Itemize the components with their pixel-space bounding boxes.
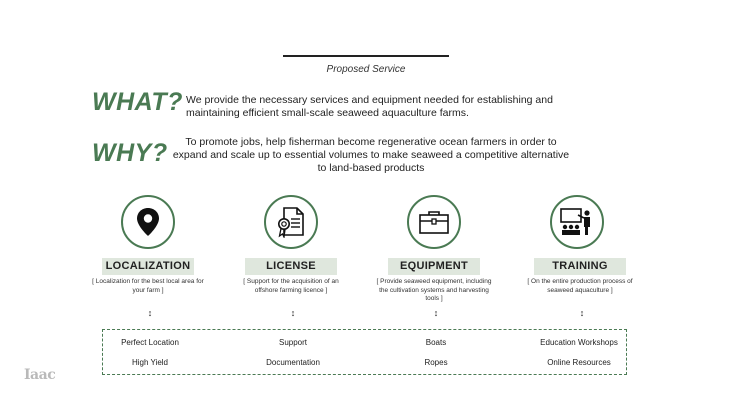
location-pin-icon — [135, 207, 161, 237]
training-title: TRAINING — [534, 258, 626, 275]
presentation-icon — [559, 207, 595, 237]
training-outcome-2: Online Resources — [547, 358, 611, 367]
localization-title: LOCALIZATION — [102, 258, 194, 275]
localization-outcome-1: Perfect Location — [121, 338, 179, 347]
iaac-logo: Iaac — [24, 367, 56, 383]
what-description: We provide the necessary services and equipment needed for establishing and maintaining efficient small-scale seaweed aquaculture farms. — [186, 94, 553, 119]
what-heading: WHAT? — [92, 88, 183, 116]
localization-arrow: ↕ — [147, 308, 153, 318]
why-heading: WHY? — [92, 139, 168, 167]
license-description: [ Support for the acquisition of an offshore farming licence ] — [243, 278, 339, 294]
training-description: [ On the entire production process of seaweed aquaculture ] — [527, 278, 633, 294]
training-outcome-1: Education Workshops — [540, 338, 618, 347]
equipment-arrow: ↕ — [433, 308, 439, 318]
license-arrow: ↕ — [290, 308, 296, 318]
localization-description: [ Localization for the best local area for your farm ] — [92, 278, 204, 294]
equipment-outcome-2: Ropes — [424, 358, 448, 367]
license-icon-circle — [264, 195, 318, 249]
certificate-icon — [276, 206, 306, 238]
equipment-title: EQUIPMENT — [388, 258, 480, 275]
title-rule — [283, 55, 449, 57]
license-title: LICENSE — [245, 258, 337, 275]
license-outcome-1: Support — [278, 338, 308, 347]
training-arrow: ↕ — [579, 308, 585, 318]
why-description: To promote jobs, help fisherman become regenerative ocean farmers in order to expand and scale up to essential volumes to make seaweed a competitive alternative to land-based products — [172, 136, 570, 174]
equipment-description: [ Provide seaweed equipment, including the cultivation systems and harvesting tools ] — [376, 278, 492, 302]
localization-outcome-2: High Yield — [131, 358, 169, 367]
outcomes-box — [102, 329, 627, 375]
training-icon-circle — [550, 195, 604, 249]
page-subtitle: Proposed Service — [326, 64, 406, 75]
equipment-outcome-1: Boats — [425, 338, 447, 347]
equipment-icon-circle — [407, 195, 461, 249]
localization-icon-circle — [121, 195, 175, 249]
license-outcome-2: Documentation — [266, 358, 320, 367]
toolbox-icon — [418, 209, 450, 235]
